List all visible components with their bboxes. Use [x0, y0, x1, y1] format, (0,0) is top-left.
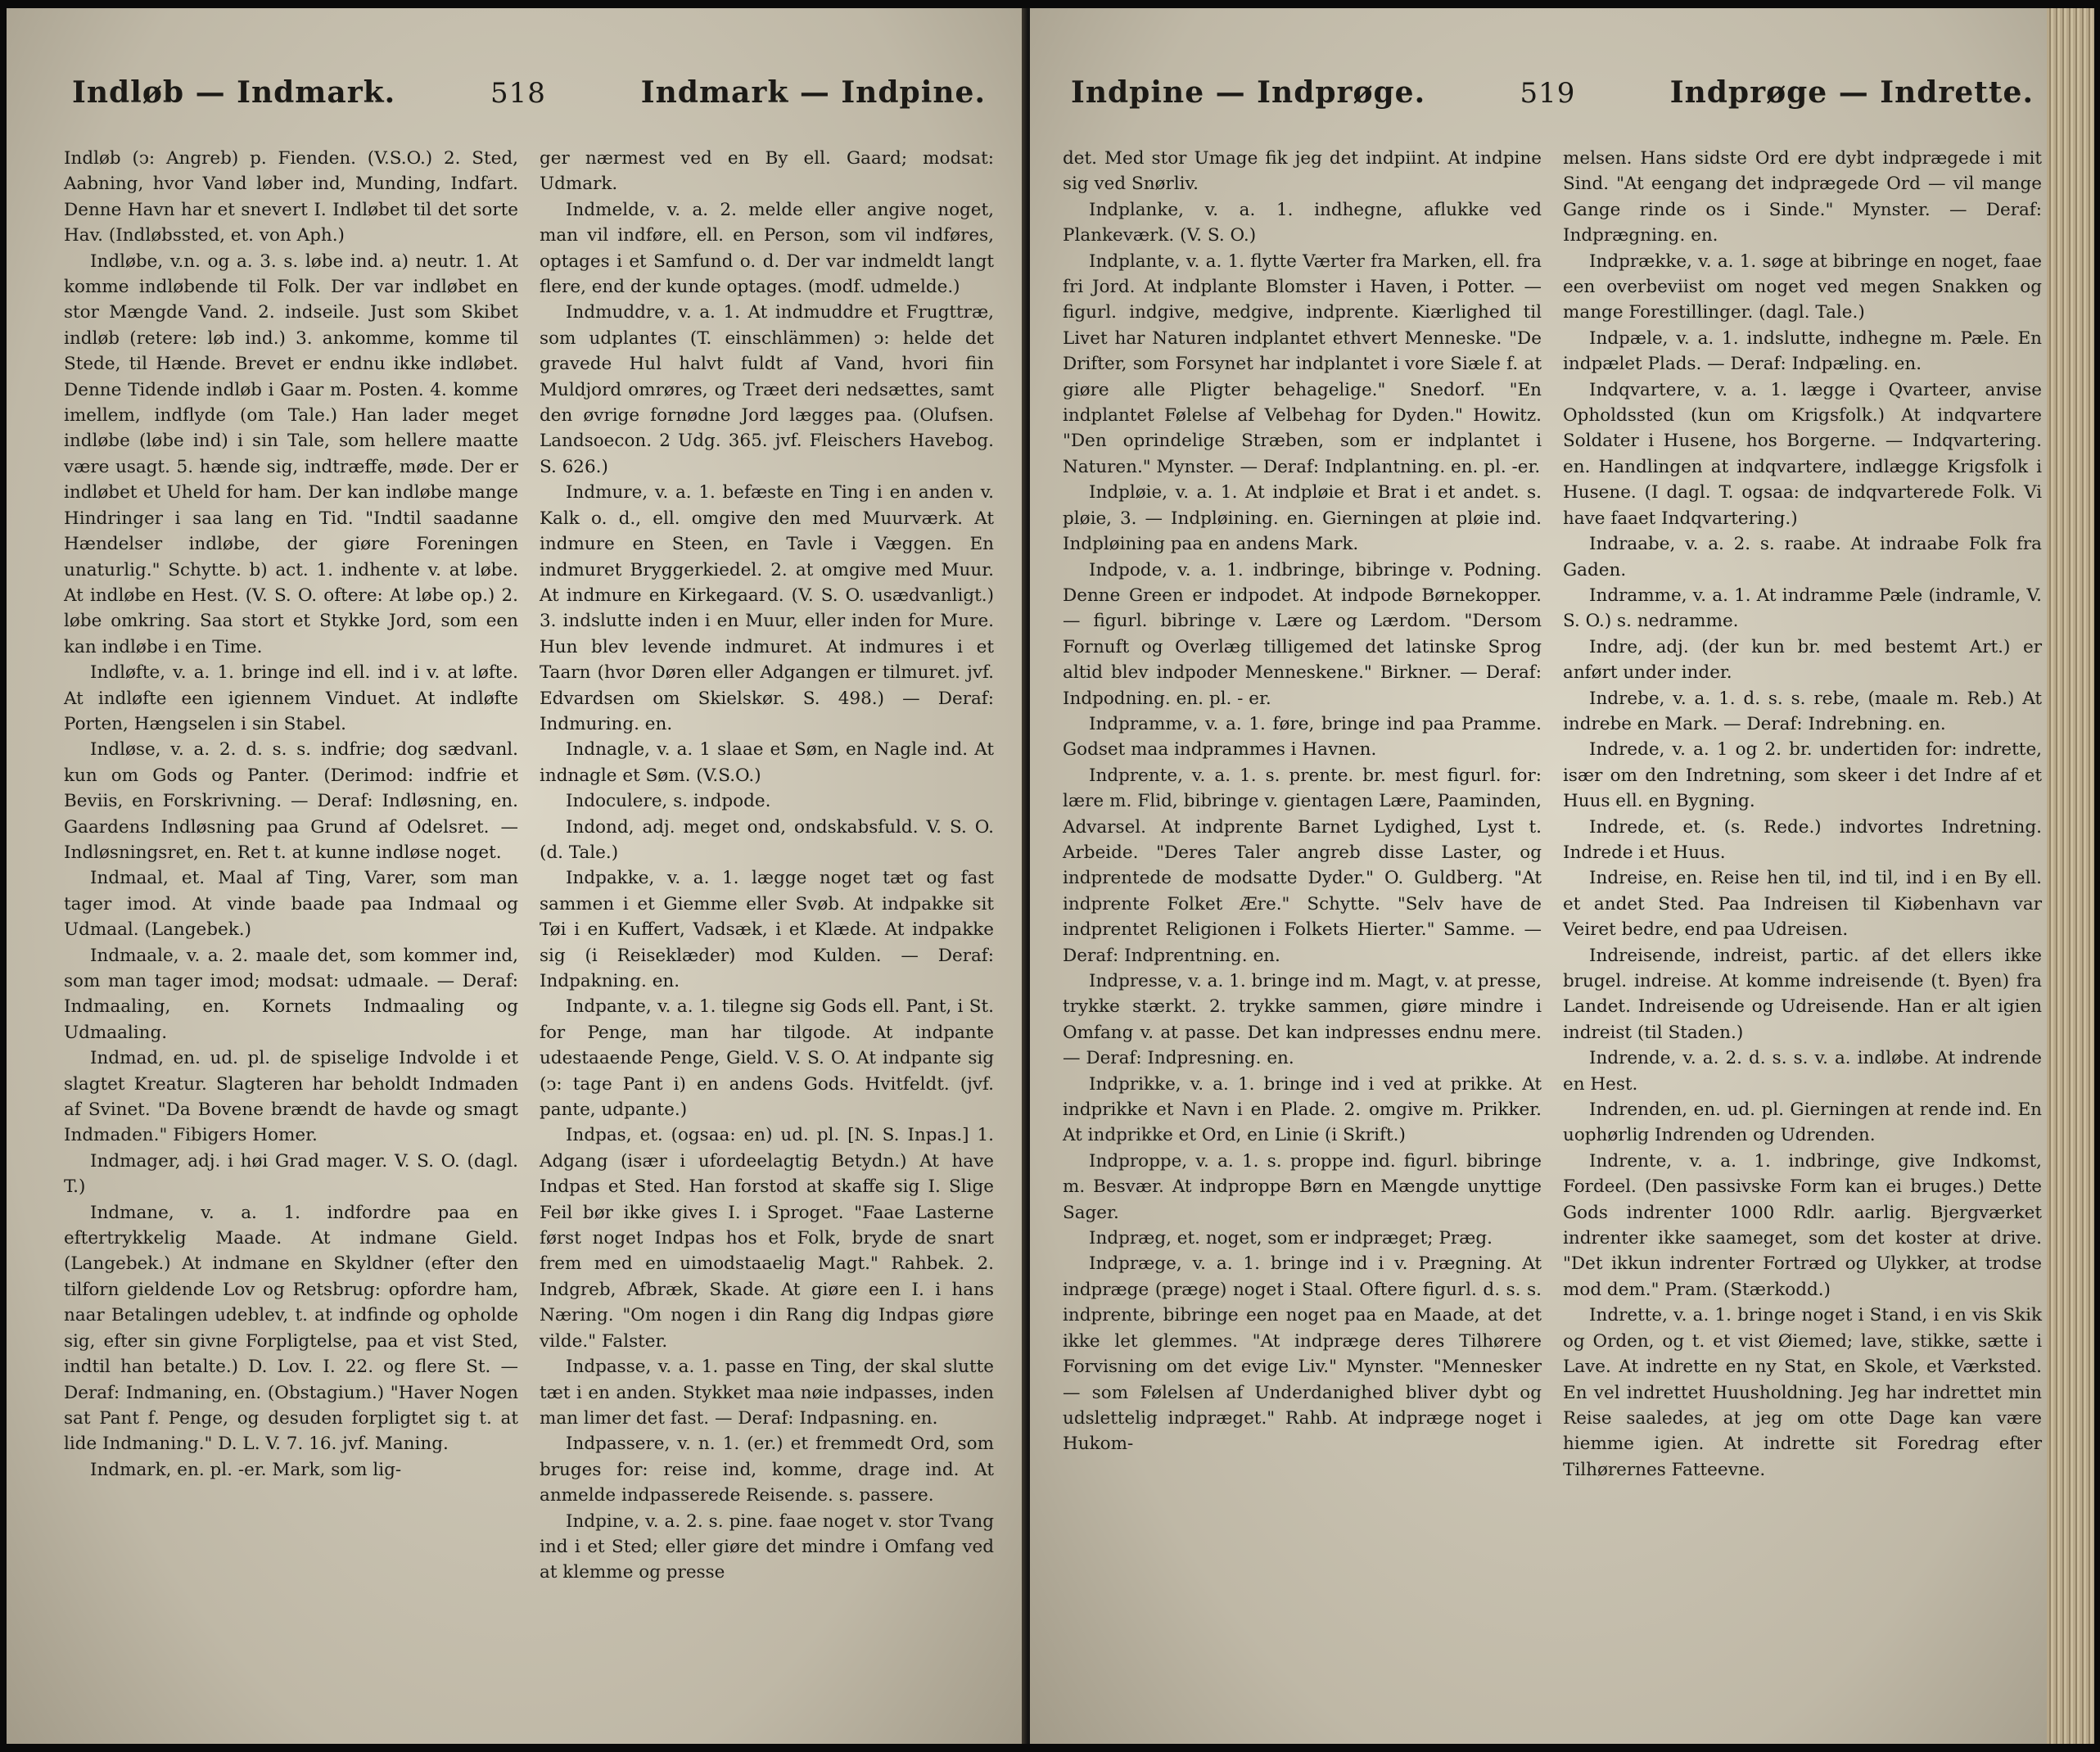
right-running-head: [1063, 75, 2042, 118]
dictionary-entry: Indløfte, v. a. 1. bringe ind ell. ind i v. at løfte. At indløfte een igiennem Vinduet. At indløfte Porten, Hængselen i sin Stabel.: [64, 662, 518, 734]
dictionary-entry: Indpløie, v. a. 1. At indpløie et Brat i et andet. s. pløie, 3. — Indpløining. en. Gierningen at pløie ind. Indpløining paa en andens Mark.: [1063, 482, 1542, 555]
dictionary-entry: Indrente, v. a. 1. indbringe, give Indkomst, Fordeel. (Den passivske Form kan ei bruges.) Dette Gods indrenter 1000 Rdlr. aarlig. Bjergværket indrenter ikke saameget, som det koster at drive. "Det ikkun indrenter Fortræd og Ulykker, at trodse mod dem." Pram. (Stærkodd.): [1563, 1150, 2042, 1300]
page-edge-stack: [2047, 8, 2094, 1744]
dictionary-entry: Indre, adj. (der kun br. med bestemt Art.) er anført under inder.: [1563, 636, 2042, 684]
dictionary-entry: Indond, adj. meget ond, ondskabsfuld. V. S. O. (d. Tale.): [540, 816, 994, 863]
dictionary-entry: Indmuddre, v. a. 1. At indmuddre et Frugttræ, som udplantes (T. einschlämmen) ↄ: helde det gravede Hul halvt fuldt af Vand, hvori fiin Muldjord omrøres, og Træet deri nedsættes, samt den øvrige fornødne Jord lægges paa. (Olufsen. Landsoecon. 2 Udg. 365. jvf. Fleischers Havebog. S. 626.): [540, 302, 994, 477]
dictionary-entry: Indpræge, v. a. 1. bringe ind i v. Prægning. At indpræge (præge) noget i Staal. Oftere figurl. d. s. s. indprente, bibringe een noget paa en Maade, at det ikke let glemmes. "At indpræge deres Tilhørere Forvisning om det evige Liv." Mynster. "Mennesker — som Følelsen af Underdanighed bliver dybt og udslettelig indpræget." Rahb. At indpræge noget i Hukom-: [1063, 1253, 1542, 1455]
dictionary-entry: Indreise, en. Reise hen til, ind til, ind i en By ell. et andet Sted. Paa Indreisen til Kiøbenhavn var Veiret bedre, end paa Udreisen.: [1563, 868, 2042, 941]
right-page: [1030, 8, 2094, 1744]
dictionary-entry: Indrende, v. a. 2. d. s. s. v. a. indløbe. At indrende en Hest.: [1563, 1048, 2042, 1095]
dictionary-entry: melsen. Hans sidste Ord ere dybt indprægede i mit Sind. "At eengang det indprægede Ord — vil mange Gange rinde os i Sinde." Mynster. — Deraf: Indprægning. en.: [1563, 148, 2042, 246]
right-column-2: [1563, 146, 2042, 1483]
dictionary-entry: Indpæle, v. a. 1. indslutte, indhegne m. Pæle. En indpælet Plads. — Deraf: Indpæling. en.: [1563, 327, 2042, 375]
left-column-2: [540, 146, 994, 1586]
dictionary-entry: Indmure, v. a. 1. befæste en Ting i en anden v. Kalk o. d., ell. omgive den med Muurværk. At indmure en Steen, en Tavle i Væggen. En indmuret Bryggerkiedel. 2. at omgive med Muur. At indmure en Kirkegaard. (V. S. O. usædvanligt.) 3. indslutte inden i en Muur, eller inden for Mure. Hun blev levende indmuret. At indmures i et Taarn (hvor Døren eller Adgangen er tilmuret. jvf. Edvardsen om Skielskør. S. 498.) — Deraf: Indmuring. en.: [540, 482, 994, 734]
dictionary-entry: Indprente, v. a. 1. s. prente. br. mest figurl. for: lære m. Flid, bibringe v. gientagen Lære, Paaminden, Advarsel. At indprente Barnet Lydighed, Lyst t. Arbeide. "Deres Taler angreb disse Laster, og indprentede de modsatte Dyder." O. Guldberg. "At indprente Folket Ære." Schytte. "Selv have de indprentet Religionen i Folkets Hierter." Samme. — Deraf: Indprentning. en.: [1063, 765, 1542, 966]
dictionary-entry: Indpresse, v. a. 1. bringe ind m. Magt, v. at presse, trykke stærkt. 2. trykke sammen, giøre mindre i Omfang v. at passe. Det kan indpresses endnu mere. — Deraf: Indpresning. en.: [1063, 971, 1542, 1069]
dictionary-entry: Indpasse, v. a. 1. passe en Ting, der skal slutte tæt i en anden. Stykket maa nøie indpasses, inden man limer det fast. — Deraf: Indpasning. en.: [540, 1357, 994, 1429]
dictionary-entry: Indproppe, v. a. 1. s. proppe ind. figurl. bibringe m. Besvær. At indproppe Børn en Mængde unyttige Sager.: [1063, 1150, 1542, 1223]
dictionary-entry: Indpakke, v. a. 1. lægge noget tæt og fast sammen i et Giemme eller Svøb. At indpakke sit Tøi i en Kuffert, Vadsæk, i et Klæde. At indpakke sig (i Reiseklæder) mod Kulden. — Deraf: Indpakning. en.: [540, 868, 994, 991]
dictionary-entry: Indrette, v. a. 1. bringe noget i Stand, i en vis Skik og Orden, og t. et vist Øiemed; lave, stikke, sætte i Lave. At indrette en ny Stat, en Skole, et Værksted. En vel indrettet Huusholdning. Jeg har indrettet min Reise saaledes, at jeg om otte Dage kan være hiemme igien. At indrette sit Foredrag efter Tilhørernes Fatteevne.: [1563, 1305, 2042, 1480]
dictionary-entry: Indrenden, en. ud. pl. Gierningen at rende ind. En uophørlig Indrenden og Udrenden.: [1563, 1100, 2042, 1146]
left-column-1: [64, 146, 518, 1586]
dictionary-entry: Indplante, v. a. 1. flytte Værter fra Marken, ell. fra fri Jord. At indplante Blomster i Haven, i Potter. — figurl. indgive, medgive, indprente. Kiærlighed til Livet har Naturen indplantet ethvert Menneske. "De Drifter, som Forsynet har indplantet i vore Siæle f. at giøre alle Pligter behagelige." Snedorf. "En indplantet Følelse af Velbehag for Dyden." Howitz. "Den oprindelige Stræben, som er indplantet i Naturen." Mynster. — Deraf: Indplantning. en. pl. -er.: [1063, 251, 1542, 477]
dictionary-entry: Indreisende, indreist, partic. af det ellers ikke brugel. indreise. At komme indreisende (t. Byen) fra Landet. Indreisende og Udreisende. Han er alt igien indreist (til Staden.): [1563, 945, 2042, 1043]
dictionary-entry: Indmaal, et. Maal af Ting, Varer, som man tager imod. At vinde baade paa Indmaal og Udmaal. (Langebek.): [64, 868, 518, 941]
dictionary-entry: Indrede, et. (s. Rede.) indvortes Indretning. Indrede i et Huus.: [1563, 816, 2042, 863]
dictionary-entry: Indmane, v. a. 1. indfordre paa en eftertrykkelig Maade. At indmane Gield. (Langebek.) At indmane en Skyldner (efter den tilforn gieldende Lov og Retsbrug: opfordre ham, naar Betalingen udeblev, t. at indfinde og opholde sig, efter sin givne Forpligtelse, paa et vist Sted, indtil han betalte.) D. Lov. I. 22. og flere St. — Deraf: Indmaning, en. (Obstagium.) "Haver Nogen sat Pant f. Penge, og desuden forpligtet sig t. at lide Indmaning." D. L. V. 7. 16. jvf. Maning.: [64, 1202, 518, 1455]
left-header-left: Indløb — Indmark.: [72, 75, 396, 110]
dictionary-entry: Indløb (ↄ: Angreb) p. Fienden. (V.S.O.) 2. Sted, Aabning, hvor Vand løber ind, Munding, Indfart. Denne Havn har et snevert I. Indløbet til det sorte Hav. (Indløbssted, et. von Aph.): [64, 148, 518, 246]
dictionary-entry: Indpramme, v. a. 1. føre, bringe ind paa Pramme. Godset maa indprammes i Havnen.: [1063, 713, 1542, 761]
dictionary-entry: Indløbe, v.n. og a. 3. s. løbe ind. a) neutr. 1. At komme indløbende til Folk. Der var indløbet en stor Mængde Vand. 2. indseile. Just som Skibet indløb (retere: løb ind.) 3. ankomme, komme til Stede, til Hænde. Brevet er endnu ikke indløbet. Denne Tidende indløb i Gaar m. Posten. 4. komme imellem, indflyde (om Tale.) Han lader meget indløbe (løbe ind) i sin Tale, som hellere maatte være usagt. 5. hænde sig, indtræffe, møde. Der er indløbet et Uheld for ham. Der kan indløbe mange Hindringer i saa lang en Tid. "Indtil saadanne Hændelser indløbe, der giøre Foreningen unaturlig." Schytte. b) act. 1. indhente v. at løbe. At indløbe en Hest. (V. S. O. oftere: At løbe op.) 2. løbe omkring. Saa stort et Stykke Jord, som een kan indløbe i en Time.: [64, 251, 518, 657]
dictionary-entry: Indrede, v. a. 1 og 2. br. undertiden for: indrette, især om den Indretning, som skeer i det Indre af et Huus ell. en Bygning.: [1563, 739, 2042, 812]
dictionary-entry: Indqvartere, v. a. 1. lægge i Qvarteer, anvise Opholdssted (kun om Krigsfolk.) At indqvartere Soldater i Husene, hos Borgerne. — Indqvartering. en. Handlingen at indqvartere, indlægge Krigsfolk i Husene. (I dagl. T. ogsaa: de indqvarterede Folk. Vi have faaet Indqvartering.): [1563, 379, 2042, 529]
dictionary-entry: Indmelde, v. a. 2. melde eller angive noget, man vil indføre, ell. en Person, som vil indføres, optages i et Samfund o. d. Der var indmeldt langt flere, end der kunde optages. (modf. udmelde.): [540, 199, 994, 298]
dictionary-entry: Indmager, adj. i høi Grad mager. V. S. O. (dagl. T.): [64, 1150, 518, 1198]
dictionary-entry: Indpas, et. (ogsaa: en) ud. pl. [N. S. Inpas.] 1. Adgang (især i ufordeelagtig Betydn.) At have Indpas et Sted. Han forstod at skaffe sig I. Slige Feil bør ikke gives I. i Sproget. "Faae Lasterne først noget Indpas hos et Folk, bryde de snart frem med en uimodstaaelig Magt." Rahbek. 2. Indgreb, Afbræk, Skade. At giøre een I. i hans Næring. "Om nogen i din Rang dig Indpas giøre vilde." Falster.: [540, 1125, 994, 1352]
dictionary-entry: Indpræg, et. noget, som er indpræget; Præg.: [1089, 1228, 1493, 1249]
dictionary-entry: Indramme, v. a. 1. At indramme Pæle (indramle, V. S. O.) s. nedramme.: [1563, 585, 2042, 632]
dictionary-entry: det. Med stor Umage fik jeg det indpiint. At indpine sig ved Snørliv.: [1063, 148, 1542, 195]
left-running-head: [64, 75, 994, 118]
dictionary-entry: Indløse, v. a. 2. d. s. s. indfrie; dog sædvanl. kun om Gods og Panter. (Derimod: indfrie et Beviis, en Forskrivning. — Deraf: Indløsning, en. Gaardens Indløsning paa Grund af Odelsret. — Indløsningsret, en. Ret t. at kunne indløse noget.: [64, 739, 518, 863]
dictionary-entry: Indpine, v. a. 2. s. pine. faae noget v. stor Tvang ind i et Sted; eller giøre det mindre i Omfang ved at klemme og presse: [540, 1510, 994, 1583]
dictionary-entry: Indrebe, v. a. 1. d. s. s. rebe, (maale m. Reb.) At indrebe en Mark. — Deraf: Indrebning. en.: [1563, 688, 2042, 734]
dictionary-entry: Indpassere, v. n. 1. (er.) et fremmedt Ord, som bruges for: reise ind, komme, drage ind. At anmelde indpasserede Reisende. s. passere.: [540, 1434, 994, 1506]
dictionary-entry: Indprikke, v. a. 1. bringe ind i ved at prikke. At indprikke et Navn i en Plade. 2. omgive m. Prikker. At indprikke et Ord, en Linie (i Skrift.): [1063, 1073, 1542, 1146]
dictionary-entry: Indnagle, v. a. 1 slaae et Søm, en Nagle ind. At indnagle et Søm. (V.S.O.): [540, 739, 994, 786]
dictionary-entry: Indmad, en. ud. pl. de spiselige Indvolde i et slagtet Kreatur. Slagteren har beholdt Indmaden af Svinet. "Da Bovene brændt de havde og smagt Indmaden." Fibigers Homer.: [64, 1048, 518, 1146]
left-page: [7, 8, 1028, 1744]
dictionary-entry: Indpode, v. a. 1. indbringe, bibringe v. Podning. Denne Green er indpodet. At indpode Børnekopper. — figurl. bibringe v. Lære og Lærdom. "Dersom Fornuft og Overlæg tilligemed det latinske Sprog altid blev indpoder Menneskene." Birkner. — Deraf: Indpodning. en. pl. - er.: [1063, 559, 1542, 709]
dictionary-entry: Indraabe, v. a. 2. s. raabe. At indraabe Folk fra Gaden.: [1563, 534, 2042, 580]
right-header-right: Indprøge — Indrette.: [1669, 75, 2034, 110]
dictionary-entry: Indpante, v. a. 1. tilegne sig Gods ell. Pant, i St. for Penge, man har tilgode. At indpante udestaaende Penge, Gield. V. S. O. At indpante sig (ↄ: tage Pant i) en andens Gods. Hvitfeldt. (jvf. pante, udpante.): [540, 996, 994, 1121]
right-header-left: Indpine — Indprøge.: [1071, 75, 1426, 110]
dictionary-entry: Indoculere, s. indpode.: [566, 791, 771, 812]
dictionary-entry: Indmark, en. pl. -er. Mark, som lig-: [90, 1459, 402, 1480]
dictionary-entry: Indprække, v. a. 1. søge at bibringe en noget, faae een overbeviist om noget ved megen Snakken og mange Forestillinger. (dagl. Tale.): [1563, 251, 2042, 323]
left-header-right: Indmark — Indpine.: [640, 75, 986, 110]
dictionary-entry: ger nærmest ved en By ell. Gaard; modsat: Udmark.: [540, 148, 994, 195]
dictionary-entry: Indmaale, v. a. 2. maale det, som kommer ind, som man tager imod; modsat: udmaale. — Deraf: Indmaaling, en. Kornets Indmaaling og Udmaaling.: [64, 945, 518, 1043]
dictionary-entry: Indplanke, v. a. 1. indhegne, aflukke ved Plankeværk. (V. S. O.): [1063, 199, 1542, 246]
right-page-number: 519: [1520, 77, 1576, 110]
left-page-number: 518: [490, 77, 546, 110]
right-column-1: [1063, 146, 1542, 1483]
